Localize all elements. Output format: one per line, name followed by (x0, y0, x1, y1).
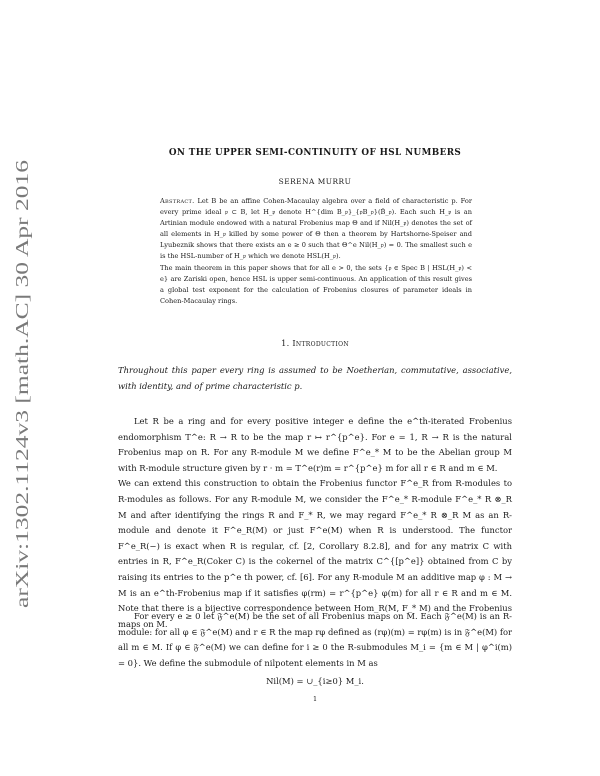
paragraph-frobenius-maps (118, 609, 512, 671)
page-number: 1 (312, 695, 318, 703)
author-name: SERENA MURRU (278, 177, 352, 186)
arxiv-stamp-text: arXiv:1302.1124v3 [math.AC] 30 Apr 2016 (12, 298, 32, 608)
arxiv-stamp (2, 150, 42, 610)
arxiv-stamp-graphic (2, 150, 42, 610)
section-heading-introduction: 1. Introduction (281, 338, 349, 348)
introduction-body (118, 414, 512, 632)
abstract-label: Abstract. (160, 197, 195, 205)
paper-title: ON THE UPPER SEMI-CONTINUITY OF HSL NUMBERS (168, 148, 462, 158)
paragraph-for-every: For every e ≥ 0 let 𝔉^e(M) be the set of all Frobenius maps on M. Each 𝔉^e(M) is an R-module: for all φ ∈ 𝔉^e(M) and r ∈ R the map rφ defined as (rφ)(m) = rφ(m) is in 𝔉^e(M) for all m ∈ M. If φ ∈ 𝔉^e(M) we can define for i ≥ 0 the R-submodules M_i = {m ∈ M | φ^i(m) = 0}. We define the submodule of nilpotent elements in M as (118, 611, 512, 668)
paragraph-functor: We can extend this construction to obtain the Frobenius functor F^e_R from R-modules to R-modules as follows. For any R-module M, we consider the F^e_* R-module F^e_* R ⊗_R M and after identifying the rings R and F_* R, we may regard F^e_* R ⊗_R M as an R-module and denote it F^e_R(M) or just F^e(M) when R is understood. The functor F^e_R(−) is exact when R is regular, cf. [2, Corollary 8.2.8], and for any matrix C with entries in R, F^e_R(Coker C) is the cokernel of the matrix C^{[p^e]} obtained from C by raising its entries to the p^e th power, cf. [6]. For any R-module M an additive map φ : M → M is an e^th-Frobenius map if it satisfies φ(rm) = r^{p^e} φ(m) for all r ∈ R and m ∈ M. Note that there is a bijective correspondence between Hom_R(M, F_* M) and the Frobenius maps on M. (118, 478, 512, 629)
standing-assumption: Throughout this paper every ring is assumed to be Noetherian, commutative, associative, with identity, and of prime characteristic p. (118, 365, 512, 391)
nil-formula: Nil(M) = ∪_{i≥0} M_i. (266, 676, 364, 686)
abstract-paragraph-1 (160, 196, 472, 263)
abstract-text-1: Let B be an affine Cohen-Macaulay algebra over a field of characteristic p. For every prime ideal 𝔭 ⊂ B, let H_𝔭 denote H^{dim B_𝔭}_{𝔭B_𝔭}(B̂_𝔭). Each such H_𝔭 is an Artinian module endowed with a natural Frobenius map Θ and if Nil(H_𝔭) denotes the set of all elements in H_𝔭 killed by some power of Θ then a theorem by Hartshorne-Speiser and Lyubeznik shows that there exists an e ≥ 0 such that Θ^e Nil(H_𝔭) = 0. The smallest such e is the HSL-number of H_𝔭 which we denote HSL(H_𝔭). (160, 197, 472, 261)
abstract-paragraph-2: The main theorem in this paper shows that for all e > 0, the sets {𝔭 ∈ Spec B | HSL(H_𝔭) < e} are Zariski open, hence HSL is upper semi-continuous. An application of this result gives a global test exponent for the calculation of Frobenius closures of parameter ideals in Cohen-Macaulay rings. (160, 263, 472, 305)
abstract (160, 196, 472, 307)
paragraph-frobenius: Let R be a ring and for every positive integer e define the e^th-iterated Frobenius endomorphism T^e: R → R to be the map r ↦ r^{p^e}. For e = 1, R → R is the natural Frobenius map on R. For any R-module M we define F^e_* M to be the Abelian group M with R-module structure given by r · m = T^e(r)m = r^{p^e} m for all r ∈ R and m ∈ M. (118, 416, 512, 473)
